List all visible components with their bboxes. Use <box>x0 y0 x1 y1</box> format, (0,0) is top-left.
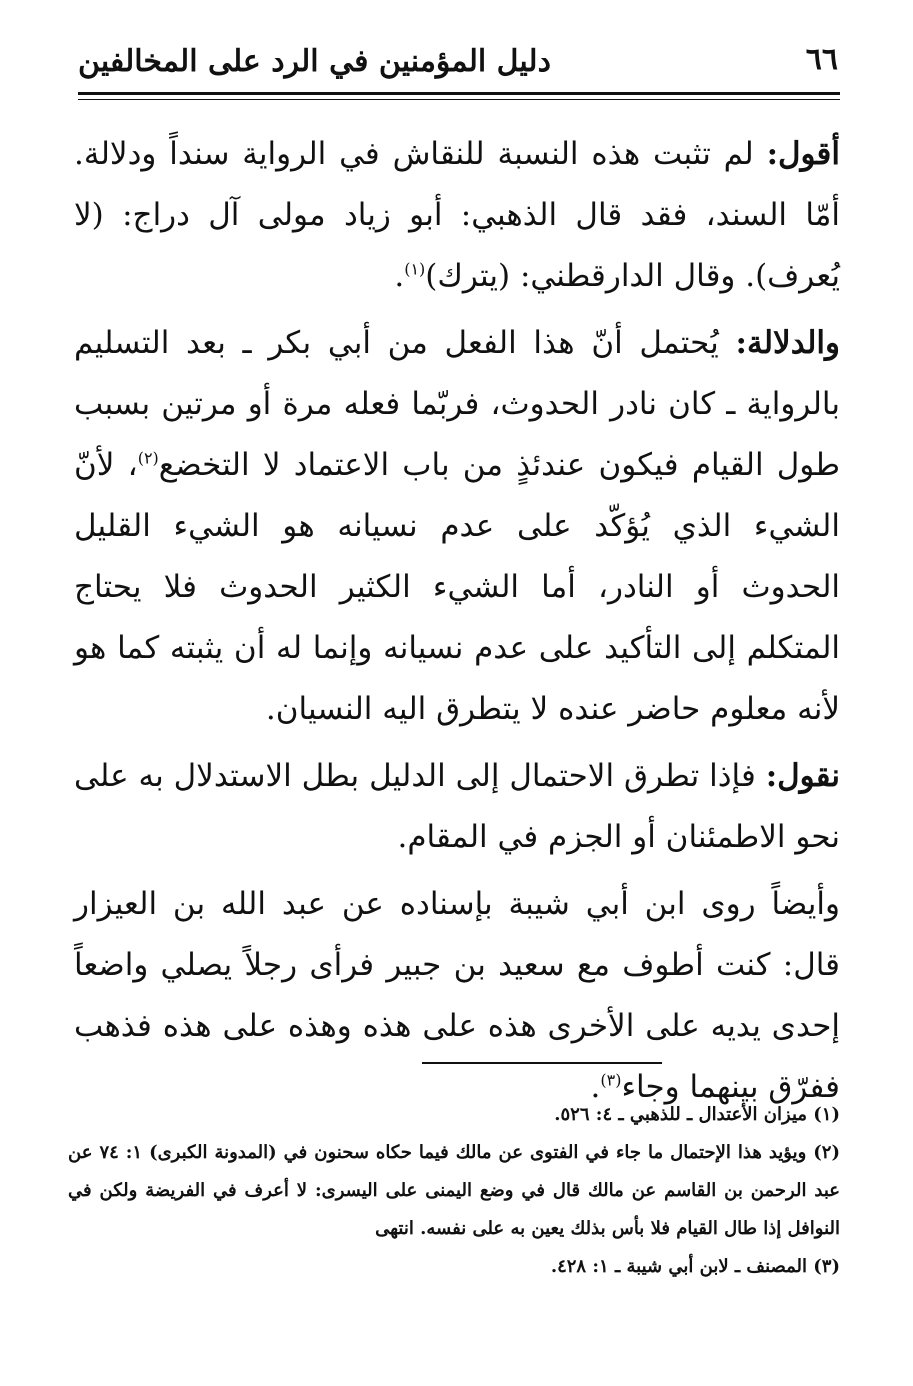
paragraph-1-text: لم تثبت هذه النسبة للنقاش في الرواية سنداً ودلالة. أمّا السند، فقد قال الذهبي: أبو زياد مولى آل دراج: (لا يُعرف). وقال الدارقطني: (يترك) <box>74 136 840 294</box>
footnotes <box>68 1096 840 1286</box>
footnote-1: (١) ميزان الأعتدال ـ للذهبي ـ ٤: ٥٢٦. <box>554 1104 840 1125</box>
header-rule-thin <box>78 99 840 100</box>
paragraph-2-lead: والدلالة: <box>735 325 840 361</box>
running-header <box>78 38 838 90</box>
footnote-2: (٢) ويؤيد هذا الإحتمال ما جاء في الفتوى عن مالك فيما حكاه سحنون في (المدونة الكبرى) ١: ٧٤ عن عبد الرحمن بن القاسم عن مالك قال في وضع اليمنى على اليسرى: لا أعرف في الفريضة ولكن في النوافل إذا طال القيام فلا بأس بذلك يعين به على نفسه. انتهى <box>68 1142 840 1239</box>
paragraph-2 <box>74 313 840 740</box>
paragraph-3 <box>74 746 840 868</box>
paragraph-1-end: . <box>394 258 405 294</box>
paragraph-3-lead: نقول: <box>765 758 840 794</box>
paragraph-1 <box>74 124 840 307</box>
paragraph-4 <box>74 874 840 1118</box>
paragraph-1-lead: أقول: <box>766 136 840 172</box>
book-title: دليل المؤمنين في الرد على المخالفين <box>78 44 551 79</box>
page-number: ٦٦ <box>805 42 838 77</box>
paragraph-2-text-b: ، لأنّ الشيء الذي يُؤكّد على عدم نسيانه هو الشيء القليل الحدوث أو النادر، أما الشيء الكثير الحدوث فلا يحتاج المتكلم إلى التأكيد على عدم نسيانه وإنما له أن يثبته كما هو لأنه معلوم حاضر عنده لا يتطرق اليه النسيان. <box>74 447 840 727</box>
paragraph-4-end: . <box>590 1069 601 1105</box>
footnote-3: (٣) المصنف ـ لابن أبي شيبة ـ ١: ٤٢٨. <box>550 1256 840 1277</box>
main-text <box>74 124 840 1118</box>
paragraph-4-text: وأيضاً روى ابن أبي شيبة بإسناده عن عبد الله بن العيزار قال: كنت أطوف مع سعيد بن جبير فرأى رجلاً يصلي واضعاً إحدى يديه على الأخرى هذه على هذه وهذه على هذه فذهب ففرّق بينهما وجاء <box>74 886 840 1105</box>
footnote-ref-2[interactable]: (٢) <box>137 448 159 468</box>
header-rule-thick <box>78 92 840 95</box>
paragraph-2-text-a: يُحتمل أنّ هذا الفعل من أبي بكر ـ بعد التسليم بالرواية ـ كان نادر الحدوث، فربّما فعله مرة أو مرتين بسبب طول القيام فيكون عندئذٍ من باب الاعتماد لا التخضع <box>74 325 840 483</box>
paragraph-3-text: فإذا تطرق الاحتمال إلى الدليل بطل الاستدلال به على نحو الاطمئنان أو الجزم في المقام. <box>74 758 840 855</box>
footnote-ref-3[interactable]: (٣) <box>600 1070 622 1090</box>
footnote-ref-1[interactable]: (١) <box>404 259 426 279</box>
footnote-separator <box>422 1062 662 1064</box>
